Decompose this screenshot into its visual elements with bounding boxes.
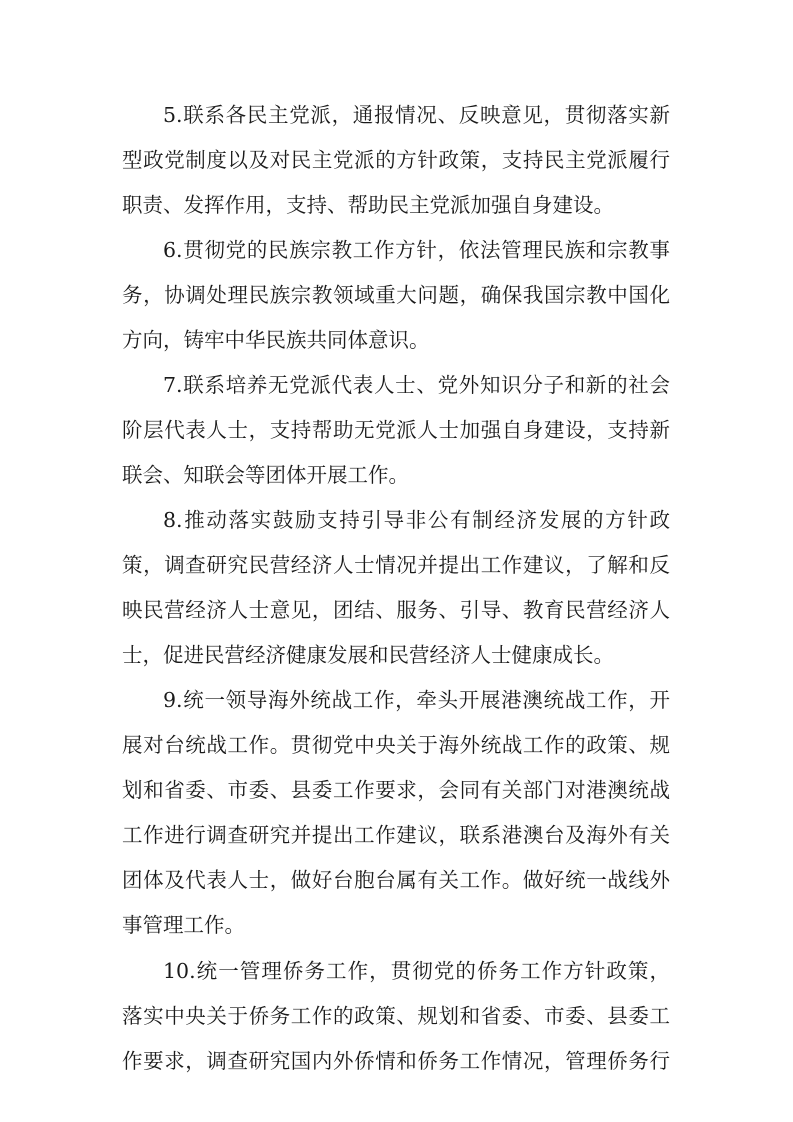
text-line: 事管理工作。 [122,913,245,937]
text-line: 映民营经济人士意见，团结、服务、引导、教育民营经济人 [122,598,670,622]
text-line: 落实中央关于侨务工作的政策、规划和省委、市委、县委工 [122,1004,670,1028]
text-line: 9.统一领导海外统战工作，牵头开展港澳统战工作，开 [163,688,670,712]
text-line: 作要求，调查研究国内外侨情和侨务工作情况，管理侨务行 [122,1049,670,1073]
text-line: 士，促进民营经济健康发展和民营经济人士健康成长。 [122,643,614,667]
text-line: 务，协调处理民族宗教领域重大问题，确保我国宗教中国化 [122,283,670,307]
text-line: 阶层代表人士，支持帮助无党派人士加强自身建设，支持新 [122,418,670,442]
text-line: 联会、知联会等团体开展工作。 [122,463,409,487]
text-line: 10.统一管理侨务工作，贯彻党的侨务工作方针政策， [163,959,670,983]
text-line: 8.推动落实鼓励支持引导非公有制经济发展的方针政 [163,508,670,532]
text-line: 展对台统战工作。贯彻党中央关于海外统战工作的政策、规 [122,733,670,757]
text-line: 型政党制度以及对民主党派的方针政策，支持民主党派履行 [122,148,670,172]
text-line: 团体及代表人士，做好台胞台属有关工作。做好统一战线外 [122,868,670,892]
text-line: 工作进行调查研究并提出工作建议，联系港澳台及海外有关 [122,823,670,847]
text-line: 7.联系培养无党派代表人士、党外知识分子和新的社会 [163,373,670,397]
text-line: 职责、发挥作用，支持、帮助民主党派加强自身建设。 [122,193,614,217]
text-line: 5.联系各民主党派，通报情况、反映意见，贯彻落实新 [163,103,670,127]
text-line: 方向，铸牢中华民族共同体意识。 [122,328,430,352]
text-line: 划和省委、市委、县委工作要求，会同有关部门对港澳统战 [122,778,670,802]
text-line: 6.贯彻党的民族宗教工作方针，依法管理民族和宗教事 [163,238,670,262]
text-line: 策，调查研究民营经济人士情况并提出工作建议，了解和反 [122,553,670,577]
